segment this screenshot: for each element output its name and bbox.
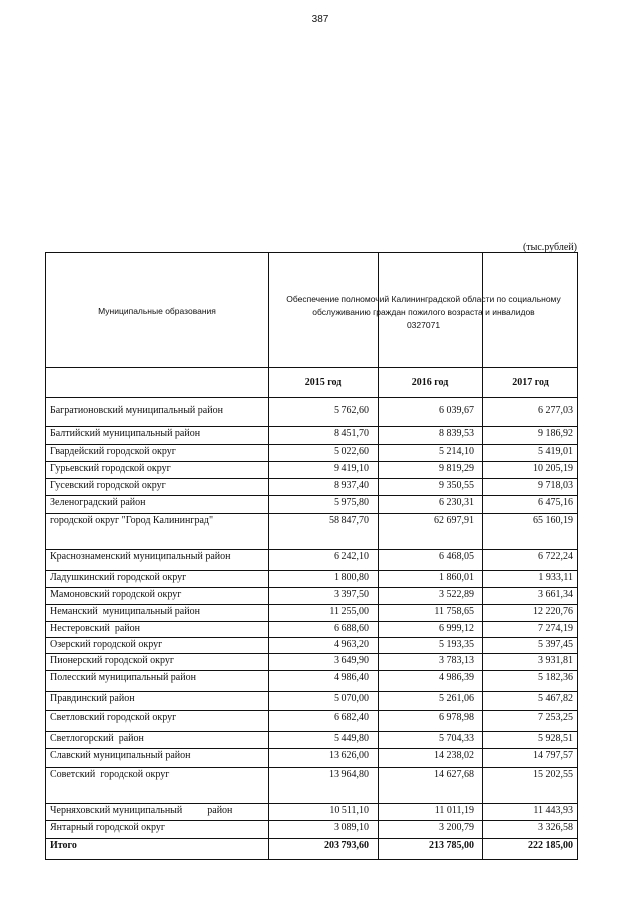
row-value-2015: 10 511,10 bbox=[329, 805, 369, 816]
row-line bbox=[46, 587, 577, 588]
row-value-2015: 4 963,20 bbox=[334, 639, 369, 650]
row-value-2016: 3 522,89 bbox=[439, 589, 474, 600]
row-municipality-name: Светлогорский район bbox=[50, 733, 144, 744]
row-line bbox=[46, 426, 577, 427]
row-value-2015: 4 986,40 bbox=[334, 672, 369, 683]
row-value-2015: 11 255,00 bbox=[329, 606, 369, 617]
row-value-2016: 62 697,91 bbox=[434, 515, 474, 526]
row-line bbox=[46, 838, 577, 839]
column-line-1 bbox=[268, 253, 269, 859]
total-value-2016: 213 785,00 bbox=[429, 840, 474, 851]
row-line bbox=[46, 803, 577, 804]
row-value-2017: 3 326,58 bbox=[538, 822, 573, 833]
row-value-2015: 6 242,10 bbox=[334, 551, 369, 562]
row-value-2016: 5 261,06 bbox=[439, 693, 474, 704]
row-municipality-name: Гвардейский городской округ bbox=[50, 446, 176, 457]
total-row-label: Итого bbox=[50, 840, 77, 851]
row-value-2015: 1 800,80 bbox=[334, 572, 369, 583]
row-value-2017: 15 202,55 bbox=[533, 769, 573, 780]
row-line bbox=[46, 731, 577, 732]
row-value-2015: 5 975,80 bbox=[334, 497, 369, 508]
row-municipality-name: Черняховский муниципальный район bbox=[50, 805, 233, 816]
row-value-2015: 8 451,70 bbox=[334, 428, 369, 439]
row-municipality-name: городской округ "Город Калининград" bbox=[50, 515, 214, 526]
row-value-2016: 6 230,31 bbox=[439, 497, 474, 508]
row-value-2016: 5 193,35 bbox=[439, 639, 474, 650]
row-value-2017: 9 718,03 bbox=[538, 480, 573, 491]
row-value-2015: 5 762,60 bbox=[334, 405, 369, 416]
row-municipality-name: Балтийский муниципальный район bbox=[50, 428, 201, 439]
header-subvention-title bbox=[268, 293, 578, 332]
row-line bbox=[46, 495, 577, 496]
header-subvention-code: 0327071 bbox=[406, 320, 441, 330]
row-value-2015: 3 397,50 bbox=[334, 589, 369, 600]
row-value-2017: 6 475,16 bbox=[538, 497, 573, 508]
row-line bbox=[46, 710, 577, 711]
header-year-2015: 2015 год bbox=[304, 377, 342, 388]
row-value-2016: 4 986,39 bbox=[439, 672, 474, 683]
row-line bbox=[46, 748, 577, 749]
row-line bbox=[46, 691, 577, 692]
column-line-3 bbox=[482, 253, 483, 859]
row-value-2015: 3 649,90 bbox=[334, 655, 369, 666]
row-value-2015: 13 626,00 bbox=[329, 750, 369, 761]
row-value-2015: 6 682,40 bbox=[334, 712, 369, 723]
row-municipality-name: Полесский муниципальный район bbox=[50, 672, 196, 683]
row-value-2016: 9 350,55 bbox=[439, 480, 474, 491]
row-municipality-name: Мамоновский городской округ bbox=[50, 589, 182, 600]
data-table bbox=[45, 252, 578, 860]
header-year-2016: 2016 год bbox=[411, 377, 449, 388]
row-line bbox=[46, 670, 577, 671]
row-municipality-name: Краснознаменский муниципальный район bbox=[50, 551, 231, 562]
row-municipality-name: Ладушкинский городской округ bbox=[50, 572, 187, 583]
row-value-2016: 14 238,02 bbox=[434, 750, 474, 761]
row-municipality-name: Неманский муниципальный район bbox=[50, 606, 200, 617]
row-value-2015: 5 070,00 bbox=[334, 693, 369, 704]
row-value-2016: 6 999,12 bbox=[439, 623, 474, 634]
row-value-2015: 8 937,40 bbox=[334, 480, 369, 491]
row-value-2015: 13 964,80 bbox=[329, 769, 369, 780]
row-value-2017: 14 797,57 bbox=[533, 750, 573, 761]
row-municipality-name: Озерский городской округ bbox=[50, 639, 163, 650]
row-value-2017: 6 277,03 bbox=[538, 405, 573, 416]
row-value-2016: 8 839,53 bbox=[439, 428, 474, 439]
row-line bbox=[46, 444, 577, 445]
row-value-2017: 7 253,25 bbox=[538, 712, 573, 723]
row-line bbox=[46, 767, 577, 768]
total-value-2015: 203 793,60 bbox=[324, 840, 369, 851]
row-value-2016: 6 978,98 bbox=[439, 712, 474, 723]
column-line-2 bbox=[378, 253, 379, 859]
row-value-2015: 3 089,10 bbox=[334, 822, 369, 833]
row-value-2016: 14 627,68 bbox=[434, 769, 474, 780]
row-municipality-name: Нестеровский район bbox=[50, 623, 140, 634]
row-value-2016: 11 758,65 bbox=[434, 606, 474, 617]
header-subvention-line-1: Обеспечение полномочий Калининградской области по социальному bbox=[286, 294, 561, 304]
row-municipality-name: Славский муниципальный район bbox=[50, 750, 191, 761]
header-line-1 bbox=[46, 367, 577, 368]
row-value-2016: 9 819,29 bbox=[439, 463, 474, 474]
row-value-2017: 5 419,01 bbox=[538, 446, 573, 457]
row-line bbox=[46, 549, 577, 550]
header-line-2 bbox=[46, 397, 577, 398]
row-line bbox=[46, 461, 577, 462]
row-municipality-name: Правдинский район bbox=[50, 693, 135, 704]
row-value-2015: 6 688,60 bbox=[334, 623, 369, 634]
row-value-2017: 1 933,11 bbox=[538, 572, 573, 583]
page-number: 387 bbox=[311, 14, 329, 25]
row-value-2016: 3 200,79 bbox=[439, 822, 474, 833]
row-value-2016: 5 704,33 bbox=[439, 733, 474, 744]
row-value-2017: 9 186,92 bbox=[538, 428, 573, 439]
row-line bbox=[46, 604, 577, 605]
row-municipality-name: Пионерский городской округ bbox=[50, 655, 174, 666]
row-line bbox=[46, 653, 577, 654]
row-value-2017: 65 160,19 bbox=[533, 515, 573, 526]
row-line bbox=[46, 513, 577, 514]
row-value-2016: 1 860,01 bbox=[439, 572, 474, 583]
header-year-2017: 2017 год bbox=[512, 377, 549, 388]
row-value-2017: 5 928,51 bbox=[538, 733, 573, 744]
row-value-2015: 58 847,70 bbox=[329, 515, 369, 526]
row-line bbox=[46, 820, 577, 821]
header-municipalities: Муниципальные образования bbox=[98, 306, 216, 316]
row-value-2015: 5 449,80 bbox=[334, 733, 369, 744]
row-value-2017: 10 205,19 bbox=[533, 463, 573, 474]
row-value-2017: 5 397,45 bbox=[538, 639, 573, 650]
row-municipality-name: Зеленоградский район bbox=[50, 497, 146, 508]
row-municipality-name: Гусевский городской округ bbox=[50, 480, 166, 491]
row-value-2017: 6 722,24 bbox=[538, 551, 573, 562]
row-municipality-name: Гурьевский городской округ bbox=[50, 463, 171, 474]
total-value-2017: 222 185,00 bbox=[528, 840, 573, 851]
row-municipality-name: Светловский городской округ bbox=[50, 712, 177, 723]
row-line bbox=[46, 637, 577, 638]
header-subvention-line-2: обслуживанию граждан пожилого возраста и инвалидов bbox=[312, 307, 535, 317]
row-value-2016: 11 011,19 bbox=[434, 805, 474, 816]
row-municipality-name: Янтарный городской округ bbox=[50, 822, 165, 833]
row-value-2017: 7 274,19 bbox=[538, 623, 573, 634]
row-value-2016: 6 039,67 bbox=[439, 405, 474, 416]
row-value-2015: 5 022,60 bbox=[334, 446, 369, 457]
row-value-2017: 3 931,81 bbox=[538, 655, 573, 666]
row-value-2015: 9 419,10 bbox=[334, 463, 369, 474]
row-value-2017: 3 661,34 bbox=[538, 589, 573, 600]
row-value-2017: 5 467,82 bbox=[538, 693, 573, 704]
row-line bbox=[46, 621, 577, 622]
row-line bbox=[46, 570, 577, 571]
row-value-2017: 5 182,36 bbox=[538, 672, 573, 683]
row-value-2016: 6 468,05 bbox=[439, 551, 474, 562]
unit-note: (тыс.рублей) bbox=[522, 242, 577, 253]
row-value-2016: 5 214,10 bbox=[439, 446, 474, 457]
row-municipality-name: Багратионовский муниципальный район bbox=[50, 405, 223, 416]
row-line bbox=[46, 478, 577, 479]
row-value-2017: 11 443,93 bbox=[533, 805, 573, 816]
row-value-2017: 12 220,76 bbox=[533, 606, 573, 617]
row-municipality-name: Советский городской округ bbox=[50, 769, 170, 780]
row-value-2016: 3 783,13 bbox=[439, 655, 474, 666]
